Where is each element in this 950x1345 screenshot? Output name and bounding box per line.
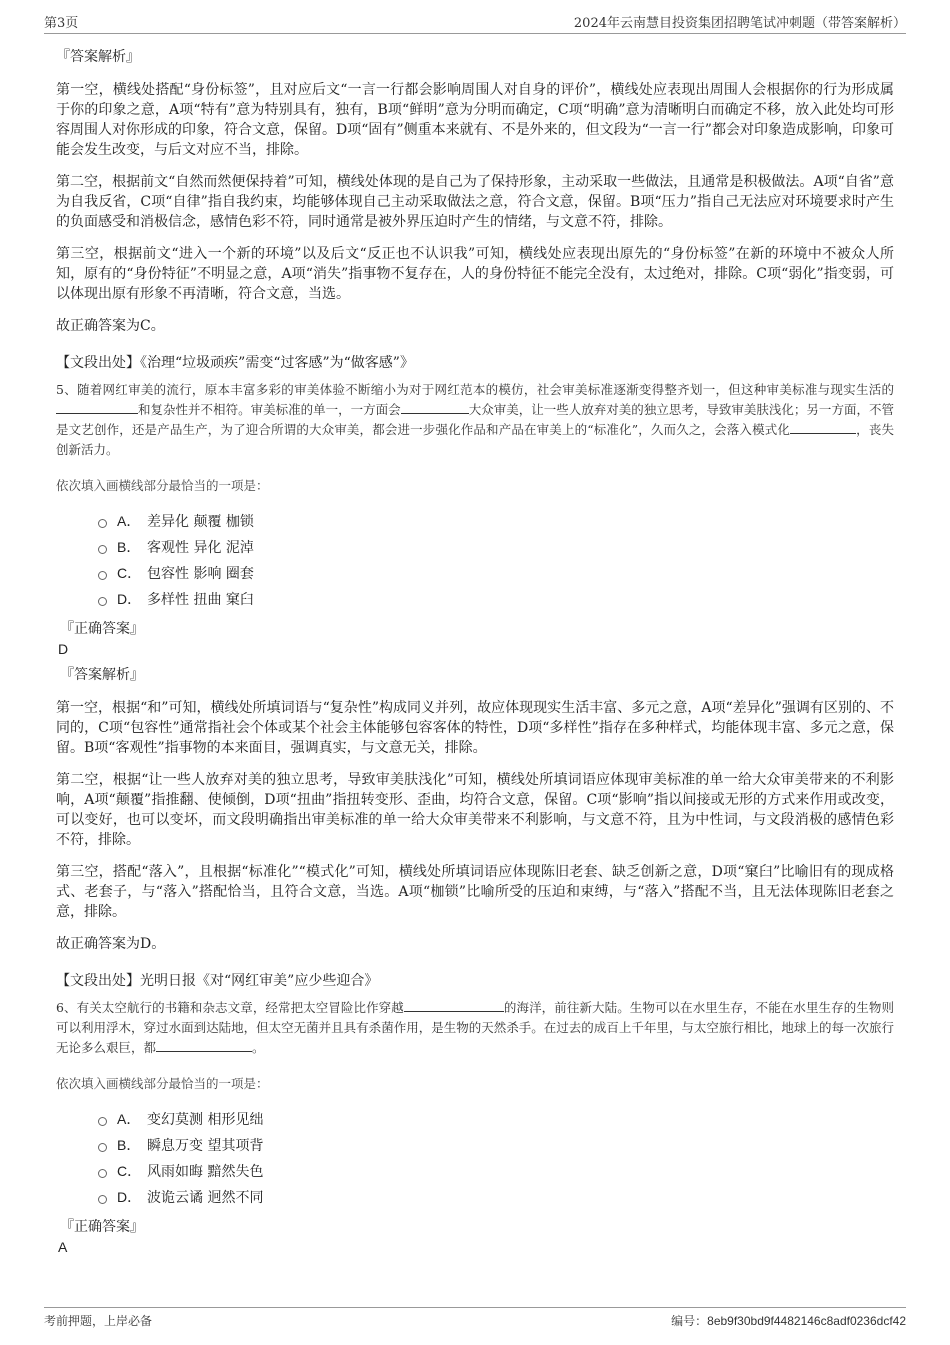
fill-blank bbox=[56, 400, 138, 414]
analysis-paragraph: 第三空，搭配“落入”，且根据“标准化”“模式化”可知，横线处所填词语应体现陈旧老套、缺乏创新之意，D项“窠臼”比喻旧有的现成格式、老套子，与“落入”搭配恰当，且符合文意，当选。A项“枷锁”比喻所受的压迫和束缚，与“落入”搭配不当，且无法体现陈旧老套之意，排除。 bbox=[56, 864, 894, 920]
footer-slogan: 考前押题，上岸必备 bbox=[44, 1314, 153, 1328]
fill-blank bbox=[404, 998, 504, 1012]
radio-button[interactable] bbox=[98, 1195, 107, 1204]
correct-answer: D bbox=[58, 641, 69, 657]
option-a[interactable]: A． 差异化 颠覆 枷锁 bbox=[98, 508, 894, 534]
radio-button[interactable] bbox=[98, 519, 107, 528]
page-number: 第3页 bbox=[44, 16, 79, 31]
source-citation: 【文段出处】光明日报《对“网红审美”应少些迎合》 bbox=[56, 973, 379, 989]
conclusion: 故正确答案为D。 bbox=[56, 936, 166, 952]
radio-button[interactable] bbox=[98, 1169, 107, 1178]
radio-button[interactable] bbox=[98, 545, 107, 554]
option-b[interactable]: B． 瞬息万变 望其项背 bbox=[98, 1132, 894, 1158]
option-text: 包容性 影响 圈套 bbox=[147, 566, 254, 582]
question-6-text: 6、有关太空航行的书籍和杂志文章，经常把太空冒险比作穿越 的海洋，前往新大陆。生物可以在水里生存，不能在水里生存的生物则可以利用浮木，穿过水面到达陆地，但太空无菌并且具有杀菌作用，是生物的天然杀手。在过去的成百上千年里，与太空旅行相比，地球上的每一次旅行无论多么艰巨，都 。 bbox=[56, 1000, 894, 1055]
option-b[interactable]: B． 客观性 异化 泥淖 bbox=[98, 534, 894, 560]
option-text: 差异化 颠覆 枷锁 bbox=[147, 514, 254, 530]
analysis-tag: 『答案解析』 bbox=[56, 49, 140, 65]
option-c[interactable]: C． 风雨如晦 黯然失色 bbox=[98, 1158, 894, 1184]
option-text: 多样性 扭曲 窠臼 bbox=[147, 592, 254, 608]
option-text: 客观性 异化 泥淖 bbox=[147, 540, 254, 556]
analysis-paragraph: 第一空，根据“和”可知，横线处所填词语与“复杂性”构成同义并列，故应体现现实生活丰富、多元之意，A项“差异化”强调有区别的、不同的，C项“包容性”通常指社会个体或某个社会主体能够包容客体的特性，D项“多样性”指存在多种样式，均能体现丰富、多元之意，保留。B项“客观性”指事物的本来面目，强调真实，与文意无关，排除。 bbox=[56, 700, 894, 756]
correct-answer: A bbox=[58, 1239, 68, 1255]
option-text: 波诡云谲 迥然不同 bbox=[147, 1190, 264, 1206]
conclusion: 故正确答案为C。 bbox=[56, 318, 165, 334]
radio-button[interactable] bbox=[98, 571, 107, 580]
fill-blank bbox=[790, 420, 856, 434]
question-instruction: 依次填入画横线部分最恰当的一项是： bbox=[56, 478, 269, 493]
page-header bbox=[44, 10, 906, 34]
radio-button[interactable] bbox=[98, 597, 107, 606]
option-text: 风雨如晦 黯然失色 bbox=[147, 1164, 264, 1180]
question-5-text: 5、随着网红审美的流行，原本丰富多彩的审美体验不断缩小为对于网红范本的模仿，社会审美标准逐渐变得整齐划一，但这种审美标准与现实生活的和复杂性并不相符。审美标准的单一，一方面会 大众审美，让一些人放弃对美的独立思考，导致审美肤浅化；另一方面，不管是文艺创作，还是产品生产，为了迎合所谓的大众审美，都会进一步强化作品和产品在审美上的“标准化”，久而久之，会落入模式化 ，丧失创新活力。 bbox=[56, 382, 894, 457]
question-6-options bbox=[98, 1106, 894, 1210]
analysis-paragraph: 第三空，根据前文“进入一个新的环境”以及后文“反正也不认识我”可知，横线处应表现出原先的“身份标签”在新的环境中不被众人所知，原有的“身份特征”不明显之意，A项“消失”指事物不复存在，人的身份特征不能完全没有，太过绝对，排除。C项“弱化”指变弱，可以体现出原有形象不再清晰，符合文意，当选。 bbox=[56, 246, 894, 302]
option-text: 变幻莫测 相形见绌 bbox=[147, 1112, 264, 1128]
radio-button[interactable] bbox=[98, 1117, 107, 1126]
document-title: 2024年云南慧目投资集团招聘笔试冲刺题（带答案解析） bbox=[573, 16, 906, 31]
option-text: 瞬息万变 望其项背 bbox=[147, 1138, 264, 1154]
document-id: 编号：8eb9f30bd9f4482146c8adf0236dcf42 bbox=[671, 1314, 906, 1328]
analysis-paragraph: 第二空，根据“让一些人放弃对美的独立思考，导致审美肤浅化”可知，横线处所填词语应体现审美标准的单一给大众审美带来的不利影响，A项“颠覆”指推翻、使倾倒，D项“扭曲”指扭转变形、歪曲，均符合文意，保留。C项“影响”指以间接或无形的方式来作用或改变，可以变好，也可以变坏，而文段明确指出审美标准的单一给大众审美带来不利影响，与文意不符，且为中性词，与文段消极的感情色彩不符，排除。 bbox=[56, 772, 894, 848]
option-a[interactable]: A． 变幻莫测 相形见绌 bbox=[98, 1106, 894, 1132]
question-instruction: 依次填入画横线部分最恰当的一项是： bbox=[56, 1076, 269, 1091]
source-citation: 【文段出处】《治理“垃圾顽疾”需变“过客感”为“做客感”》 bbox=[56, 355, 414, 371]
correct-answer-tag: 『正确答案』 bbox=[60, 621, 144, 637]
option-d[interactable]: D． 多样性 扭曲 窠臼 bbox=[98, 586, 894, 612]
radio-button[interactable] bbox=[98, 1143, 107, 1152]
correct-answer-tag: 『正确答案』 bbox=[60, 1219, 144, 1235]
question-5-options bbox=[98, 508, 894, 612]
page-content bbox=[56, 46, 894, 1256]
page-footer bbox=[44, 1307, 906, 1329]
analysis-paragraph: 第二空，根据前文“自然而然便保持着”可知，横线处体现的是自己为了保持形象，主动采取一些做法，且通常是积极做法。A项“自省”意为自我反省，C项“自律”指自我约束，均能够体现自己主动采取做法之意，符合文意，保留。B项“压力”指自己无法应对环境要求时产生的负面感受和消极信念，感情色彩不符，同时通常是被外界压迫时产生的情绪，与文意不符，排除。 bbox=[56, 174, 894, 230]
fill-blank bbox=[156, 1038, 252, 1052]
analysis-paragraph: 第一空，横线处搭配“身份标签”，且对应后文“一言一行都会影响周围人对自身的评价”，横线处应表现出周围人会根据你的行为形成属于你的印象之意，A项“特有”意为特别具有，独有，B项“鲜明”意为分明而确定，C项“明确”意为清晰明白而确定不移，放入此处均可形容周围人对你形成的印象，符合文意，保留。D项“固有”侧重本来就有、不是外来的，但文段为“一言一行”都会对印象造成影响，印象可能会发生改变，与后文对应不当，排除。 bbox=[56, 82, 894, 158]
option-d[interactable]: D． 波诡云谲 迥然不同 bbox=[98, 1184, 894, 1210]
option-c[interactable]: C． 包容性 影响 圈套 bbox=[98, 560, 894, 586]
fill-blank bbox=[401, 400, 469, 414]
analysis-tag: 『答案解析』 bbox=[60, 667, 144, 683]
